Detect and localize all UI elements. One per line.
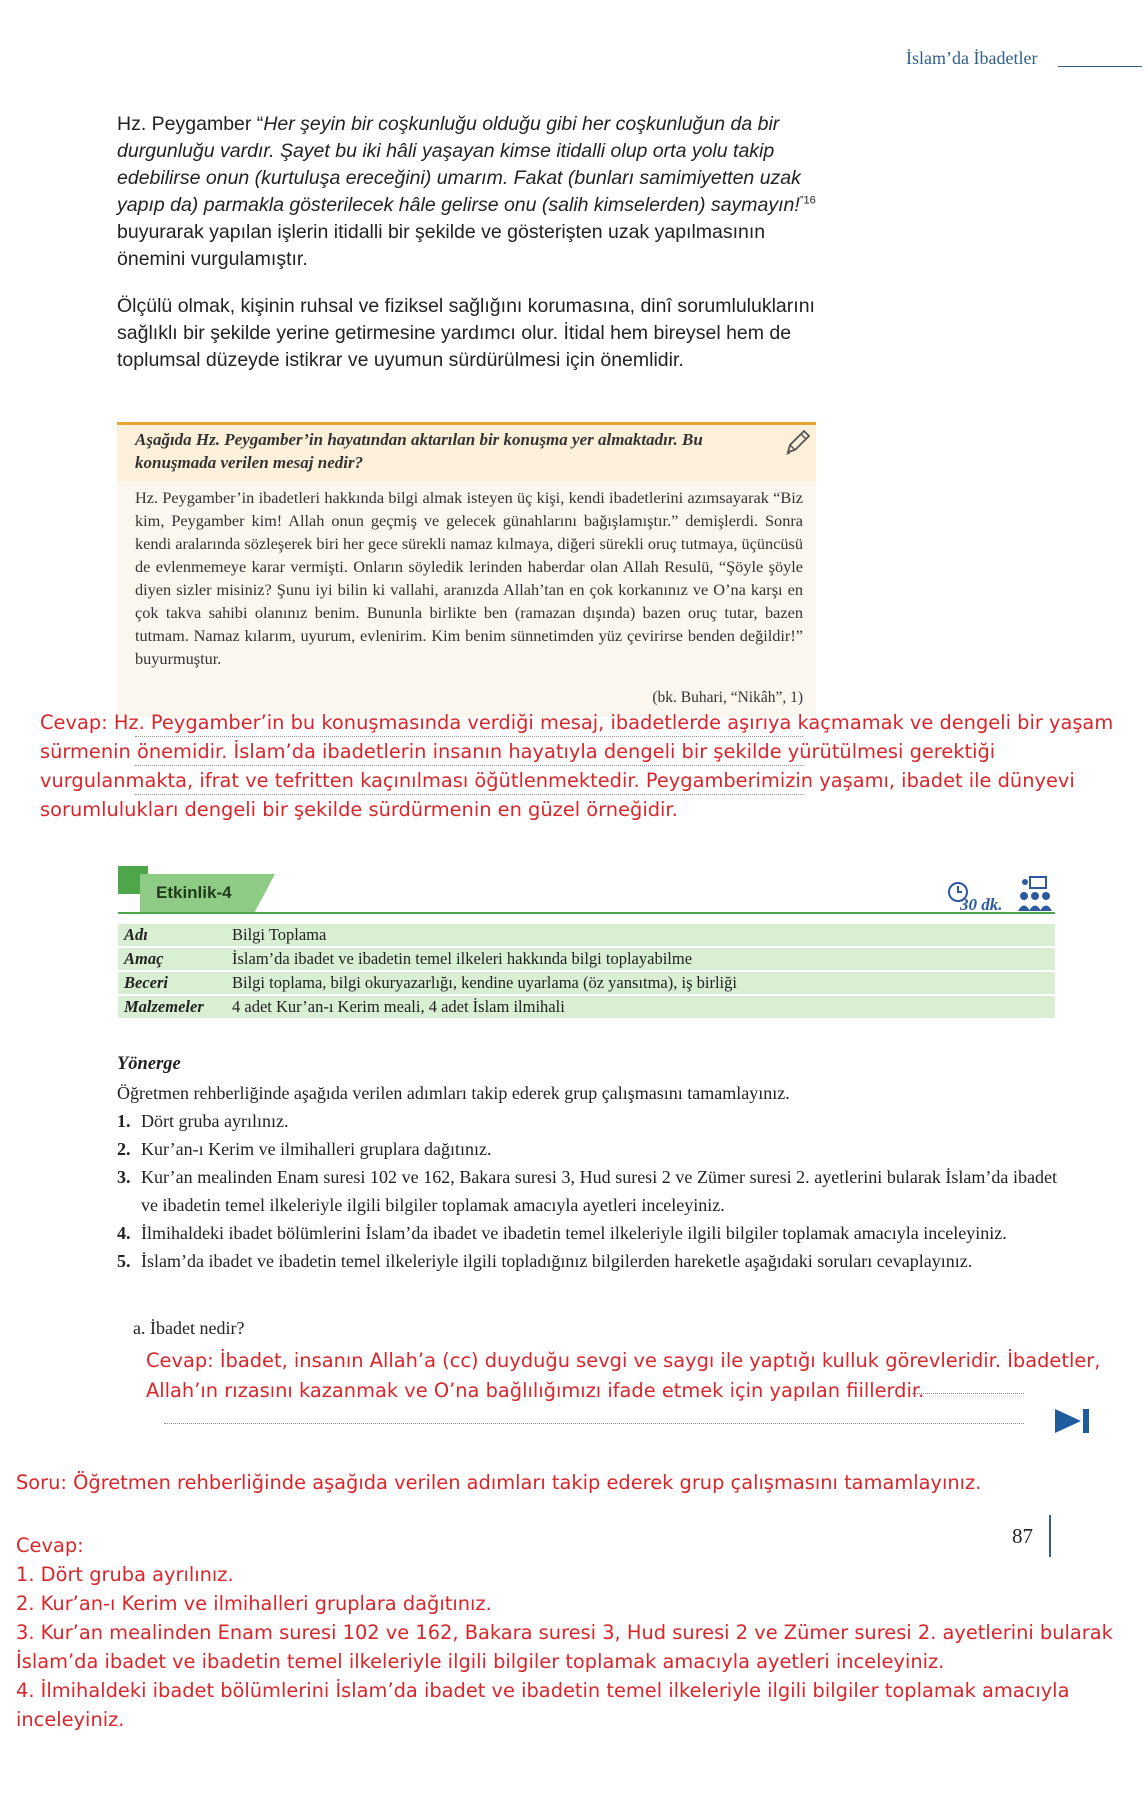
list-item <box>117 1135 1057 1163</box>
question-box-text: Hz. Peygamber’in ibadetleri hakkında bilgi almak isteyen üç kişi, kendi ibadetlerini azımsayarak “Biz kim, Peygamber kim! Allah onun geçmiş ve gelecek günahlarını bağışlamıştır.” demişlerdi. Sonra kendi aralarında sözleşerek biri her gece sürekli namaz kılmaya, diğeri sürekli oruç tutmaya, üçüncüsü de evlenmemeye karar vermişti. Onların söyledik lerinden haberdar olan Allah Resulü, “Şöyle şöyle diyen sizler misiniz? Şunu iyi bilin ki vallahi, aranızda Allah’tan en çok korkanınız ve O’na karşı en çok takva sahibi olanınız benim. Bununla birlikte ben (ramazan dışında) bazen oruç tutar, bazen tutmam. Namaz kılarım, uyurum, evlenirim. Kim benim sünnetimden yüz çevirirse benden değildir!” buyurmuştur. <box>135 488 803 668</box>
step-text: İlmihaldeki ibadet bölümlerini İslam’da ibadet ve ibadetin temel ilkeleriyle ilgili bilgiler toplamak amacıyla inceleyiniz. <box>141 1223 1007 1243</box>
pencil-icon <box>782 428 812 458</box>
instructions-intro: Öğretmen rehberliğinde aşağıda verilen adımları takip ederek grup çalışmasını tamamlayınız. <box>117 1083 790 1103</box>
list-item: 4. İlmihaldeki ibadet bölümlerini İslam’da ibadet ve ibadetin temel ilkeleriyle ilgili bilgiler toplamak amacıyla inceleyiniz. <box>16 1679 1070 1731</box>
header-rule <box>1058 66 1142 67</box>
paragraph-1 <box>117 111 817 273</box>
question-box-question: Aşağıda Hz. Peygamber’in hayatından aktarılan bir konuşma yer almaktadır. Bu konuşmada verilen mesaj nedir? <box>135 430 703 472</box>
table-value: 4 adet Kur’an-ı Kerim meali, 4 adet İslam ilmihali <box>226 996 1055 1018</box>
table-key: Amaç <box>118 948 226 970</box>
table-key: Beceri <box>118 972 226 994</box>
list-item <box>117 1219 1057 1247</box>
table-key: Malzemeler <box>118 996 226 1018</box>
list-item <box>117 1107 1057 1135</box>
table-value: Bilgi Toplama <box>226 924 1055 946</box>
activity-table <box>118 922 1055 1020</box>
step-number: 1. <box>117 1111 131 1131</box>
step-number: 5. <box>117 1251 131 1271</box>
paragraph-1-tail: buyurarak yapılan işlerin itidalli bir şekilde ve gösterişten uzak yapılmasının önemini vurgulamıştır. <box>117 221 766 270</box>
answer-dotted-line <box>164 1423 1024 1424</box>
step-number: 2. <box>117 1139 131 1159</box>
step-number: 4. <box>117 1223 131 1243</box>
table-key: Adı <box>118 924 226 946</box>
bottom-question: Soru: Öğretmen rehberliğinde aşağıda verilen adımları takip ederek grup çalışmasını tamamlayınız. <box>16 1471 982 1494</box>
hadith-quote: Her şeyin bir coşkunluğu olduğu gibi her coşkunluğun da bir durgunluğu vardır. Şayet bu iki hâli yaşayan kimse itidalli olup orta yolu takip edebilirse onun (kurtuluşa ereceğini) umarım. Fakat (bunları samimiyetten uzak yapıp da) parmakla gösterilecek hâle gelirse onu (salih kimselerden) saymayın! <box>117 113 801 216</box>
activity-label: Etkinlik-4 <box>156 883 232 902</box>
question-box-source: (bk. Buhari, “Nikâh”, 1) <box>652 689 803 706</box>
step-text: Kur’an-ı Kerim ve ilmihalleri gruplara dağıtınız. <box>141 1139 492 1159</box>
step-text: Kur’an mealinden Enam suresi 102 ve 162, Bakara suresi 3, Hud suresi 2 ve Zümer suresi 2. ayetlerini bularak İslam’da ibadet ve ibadetin temel ilkeleriyle ilgili bilgiler toplamak amacıyla ayetleri inceleyiniz. <box>141 1167 1057 1215</box>
table-row <box>118 924 1055 946</box>
running-header: İslam’da İbadetler <box>906 48 1038 68</box>
list-item <box>117 1163 1057 1219</box>
list-item: 1. Dört gruba ayrılınız. <box>16 1563 234 1586</box>
step-text: Dört gruba ayrılınız. <box>141 1111 289 1131</box>
bottom-answer-label: Cevap: <box>16 1534 84 1557</box>
table-row <box>118 996 1055 1018</box>
footnote-ref: ”16 <box>799 194 816 207</box>
question-a: a. İbadet nedir? <box>133 1318 245 1338</box>
paragraph-2: Ölçülü olmak, kişinin ruhsal ve fiziksel sağlığını korumasına, dinî sorumluluklarını sağlıklı bir şekilde yerine getirmesine yardımcı olur. İtidal hem bireysel hem de toplumsal düzeyde istikrar ve uyumun sürdürülmesi için önemlidir. <box>117 295 815 371</box>
group-work-icon <box>1016 876 1054 912</box>
bottom-answer <box>16 1531 1136 1734</box>
table-value: İslam’da ibadet ve ibadetin temel ilkeleri hakkında bilgi toplayabilme <box>226 948 1055 970</box>
activity-time: 30 dk. <box>960 895 1003 914</box>
paragraph-1-lead: Hz. Peygamber “ <box>117 113 264 135</box>
table-value: Bilgi toplama, bilgi okuryazarlığı, kendine uyarlama (öz yansıtma), iş birliği <box>226 972 1055 994</box>
instructions-list <box>117 1079 1057 1275</box>
answer-dotted-line <box>912 1393 1024 1394</box>
step-text: İslam’da ibadet ve ibadetin temel ilkeleriyle ilgili topladığınız bilgilerden hareketle aşağıdaki soruları cevaplayınız. <box>141 1251 973 1271</box>
page-number: 87 <box>1012 1524 1033 1548</box>
step-number: 3. <box>117 1167 131 1187</box>
next-page-icon[interactable] <box>1053 1406 1093 1436</box>
list-item <box>117 1247 1057 1275</box>
table-row <box>118 972 1055 994</box>
answer-1: Cevap: Hz. Peygamber’in bu konuşmasında verdiği mesaj, ibadetlerde aşırıya kaçmamak ve dengeli bir yaşam sürmenin önemidir. İslam’da ibadetlerin insanın hayatıyla dengeli bir şekilde yürütülmesi gerektiği vurgulanmakta, ifrat ve tefritten kaçınılması öğütlenmektedir. Peygamberimizin yaşamı, ibadet ile dünyevi sorumlulukları dengeli bir şekilde sürdürmenin en güzel örneğidir. <box>40 711 1114 821</box>
answer-a: Cevap: İbadet, insanın Allah’a (cc) duyduğu sevgi ve saygı ile yaptığı kulluk görevleridir. İbadetler, Allah’ın rızasını kazanmak ve O’na bağlılığımızı ifade etmek için yapılan fiillerdir. <box>146 1349 1101 1402</box>
list-item: 2. Kur’an-ı Kerim ve ilmihalleri gruplara dağıtınız. <box>16 1592 492 1615</box>
list-item: 3. Kur’an mealinden Enam suresi 102 ve 162, Bakara suresi 3, Hud suresi 2 ve Zümer suresi 2. ayetlerini bularak İslam’da ibadet ve ibadetin temel ilkeleriyle ilgili bilgiler toplamak amacıyla ayetleri inceleyiniz. <box>16 1621 1113 1673</box>
activity-rule <box>118 912 1055 914</box>
table-row <box>118 948 1055 970</box>
instructions-title: Yönerge <box>117 1054 181 1074</box>
